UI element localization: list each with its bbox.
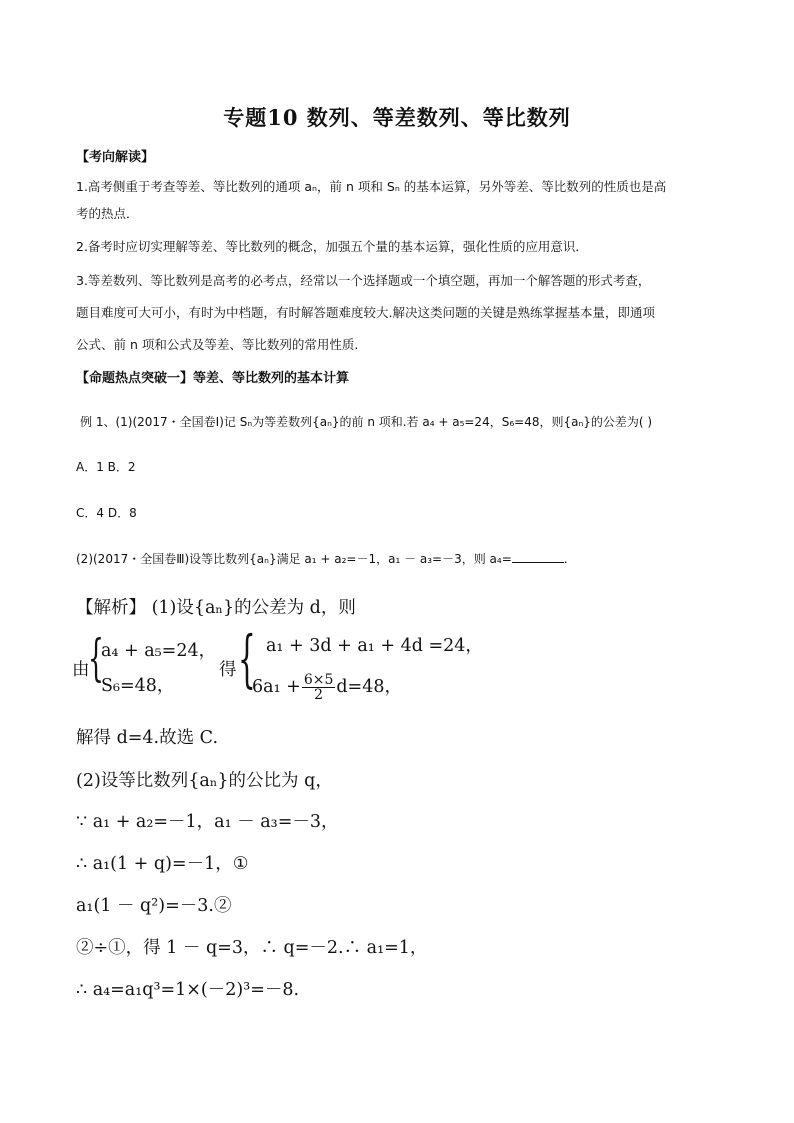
answer-blank: [512, 550, 564, 563]
left-brace-1: {: [88, 629, 104, 687]
system2-line2-a: 6a₁ +: [252, 677, 301, 697]
solution-line: ∴ a₁(1 + q)=－1，①: [76, 854, 249, 874]
solution-line: 解得 d=4.故选 C.: [76, 728, 219, 748]
system1-line2: S₆=48，: [101, 676, 175, 696]
solution-heading: [76, 594, 356, 619]
solution-label: 【解析】: [76, 598, 146, 618]
paragraph-line: 考的热点．: [76, 206, 139, 221]
example-question-1: 例 1、(1)(2017・全国卷Ⅰ)记 Sₙ为等差数列{aₙ}的前 n 项和.若 a₄ + a₅=24，S₆=48，则{aₙ}的公差为( ): [80, 415, 653, 429]
solution-heading-text: (1)设{aₙ}的公差为 d，则: [146, 598, 356, 618]
solution-line: (2)设等比数列{aₙ}的公比为 q，: [76, 771, 333, 791]
fraction-numerator: 6×5: [303, 672, 334, 688]
paragraph-line: 1.高考侧重于考查等差、等比数列的通项 aₙ，前 n 项和 Sₙ 的基本运算，另外等差、等比数列的性质也是高: [76, 179, 667, 194]
options-ab: A．1 B．2: [76, 460, 136, 474]
solution-line: ②÷①，得 1 － q=3，∴ q=－2.∴ a₁=1，: [76, 938, 428, 958]
system1-line1: a₄ + a₅=24，: [101, 641, 217, 661]
document-title: 专题10 数列、等差数列、等比数列: [223, 105, 571, 130]
example-question-2: [76, 550, 568, 567]
system2-line2-b: d=48，: [336, 677, 402, 697]
paragraph-line: 3.等差数列、等比数列是高考的必考点，经常以一个选择题或一个填空题，再加一个解答题的形式考查，: [76, 273, 651, 288]
system2-line1: a₁ + 3d + a₁ + 4d =24，: [266, 636, 483, 656]
system2-line2: [252, 673, 402, 702]
paragraph-line: 公式、前 n 项和公式及等差、等比数列的常用性质.: [76, 337, 359, 352]
paragraph-line: 2.备考时应切实理解等差、等比数列的概念，加强五个量的基本运算，强化性质的应用意识．: [76, 239, 588, 254]
question-2-end: .: [563, 552, 568, 566]
de-label: 得: [219, 660, 237, 680]
question-2-text: (2)(2017・全国卷Ⅲ)设等比数列{aₙ}满足 a₁ + a₂=－1，a₁ － a₃=－3，则 a₄=: [76, 552, 512, 566]
left-brace-2: {: [238, 622, 256, 695]
fraction: [302, 673, 336, 702]
section-heading-hot-topic: 【命题热点突破一】等差、等比数列的基本计算: [76, 371, 350, 386]
options-cd: C．4 D．8: [76, 506, 137, 520]
you-label: 由: [72, 660, 90, 680]
paragraph-line: 题目难度可大可小，有时为中档题，有时解答题难度较大.解决这类问题的关键是熟练掌握基本量，即通项: [76, 305, 655, 320]
fraction-denominator: 2: [314, 687, 324, 703]
solution-line: ∴ a₄=a₁q³=1×(－2)³=－8.: [76, 980, 300, 1000]
solution-line: a₁(1 － q²)=－3.②: [76, 896, 232, 916]
section-heading-exam-direction: 【考向解读】: [76, 150, 155, 165]
solution-line: ∵ a₁ + a₂=－1，a₁ － a₃=－3，: [76, 812, 339, 832]
